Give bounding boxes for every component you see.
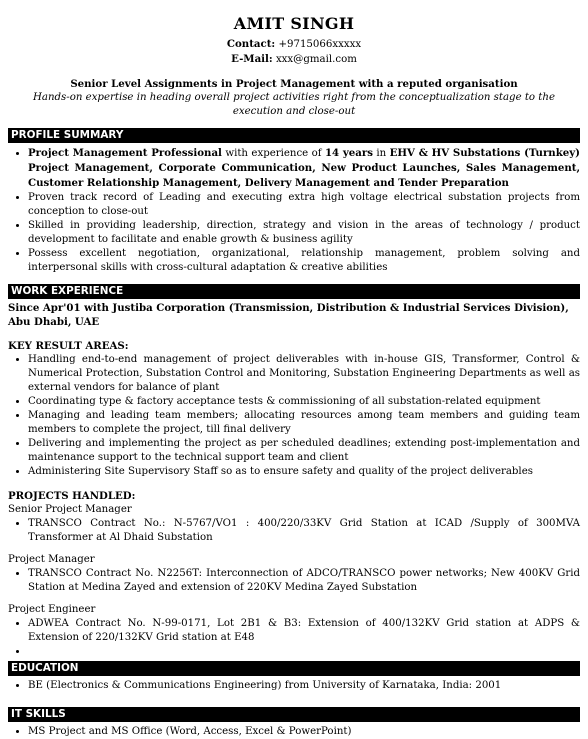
project-empty-bullet (28, 645, 580, 659)
kra-item: • Handling end-to-end management of project deliverables with in-house GIS, Transformer, Control & Numerical Protection, Substation Control and Monitoring, Substation Engineering Departments as well as external vendors for balance of plant (28, 353, 580, 395)
section-profile-summary: PROFILE SUMMARY (8, 128, 580, 143)
project-detail: • TRANSCO Contract No.: N-5767/VO1 : 400/220/33KV Grid Station at ICAD /Supply of 300MVA Transformer at Al Dhaid Substation (28, 517, 580, 545)
email-label: E-Mail: (231, 53, 273, 65)
profile-item: • Possess excellent negotiation, organizational, relationship management, problem solving and interpersonal skills with cross-cultural adaptation & creative abilities (28, 247, 580, 275)
project-role: Project Engineer (8, 604, 96, 615)
project-detail: • TRANSCO Contract No. N2256T: Interconnection of ADCO/TRANSCO power networks; New 400KV Grid Station at Medina Zayed and extension of 220KV Medina Zayed Substation (28, 567, 580, 595)
section-education: EDUCATION (8, 661, 580, 676)
profile-item: • Skilled in providing leadership, direction, strategy and vision in the areas of technology / product development to facilitate and enable growth & business agility (28, 219, 580, 247)
contact-line (8, 37, 580, 52)
contact-label: Contact: (226, 38, 276, 50)
profile-item: • Project Management Professional with experience of 14 years in EHV & HV Substations (Turnkey) Project Management, Corporate Communication, New Product Launches, Sales Management, Customer Relationship Management, Delivery Management and Tender Preparation (28, 146, 580, 191)
education-item: • BE (Electronics & Communications Engineering) from University of Karnataka, India: 2001 (28, 679, 580, 693)
email-line (8, 52, 580, 67)
project-list (8, 567, 580, 595)
employer-line: Since Apr'01 with Justiba Corporation (Transmission, Distribution & Industrial Services Division), Abu Dhabi, UAE (8, 302, 569, 328)
project-role: Senior Project Manager (8, 504, 132, 515)
skills-list (8, 725, 580, 739)
skills-item: • MS Project and MS Office (Word, Access, Excel & PowerPoint) (28, 725, 580, 739)
email-value: xxx@gmail.com (275, 54, 357, 65)
section-work-experience: WORK EXPERIENCE (8, 284, 580, 299)
profile-list (8, 146, 580, 275)
section-it-skills: IT SKILLS (8, 707, 580, 722)
education-list (8, 679, 580, 693)
kra-item: • Coordinating type & factory acceptance tests & commissioning of all substation-related equipment (28, 395, 580, 409)
tagline: Hands-on expertise in heading overall project activities right from the conceptualization stage to the execution and close-out (33, 92, 555, 117)
kra-item: • Managing and leading team members; allocating resources among team members and guiding team members to complete the project, till final delivery (28, 409, 580, 437)
candidate-name: AMIT SINGH (233, 14, 355, 33)
projects-heading: PROJECTS HANDLED: (8, 490, 136, 502)
project-detail: • ADWEA Contract No. N-99-0171, Lot 2B1 & B3: Extension of 400/132KV Grid station at ADPS & Extension of 220/132KV Grid station at E48 (28, 617, 580, 645)
kra-item: • Administering Site Supervisory Staff so as to ensure safety and quality of the project deliverables (28, 465, 580, 479)
kra-list (8, 353, 580, 479)
resume-page (8, 14, 580, 739)
project-role: Project Manager (8, 554, 95, 565)
kra-item: • Delivering and implementing the project as per scheduled deadlines; extending post-implementation and maintenance support to the technical support team and client (28, 437, 580, 465)
kra-heading: KEY RESULT AREAS: (8, 340, 129, 352)
project-list (8, 617, 580, 659)
profile-item: • Proven track record of Leading and executing extra high voltage electrical substation projects from conception to close-out (28, 191, 580, 219)
contact-value: +9715066xxxxx (278, 39, 362, 50)
project-list (8, 517, 580, 545)
headline: Senior Level Assignments in Project Management with a reputed organisation (70, 78, 518, 90)
